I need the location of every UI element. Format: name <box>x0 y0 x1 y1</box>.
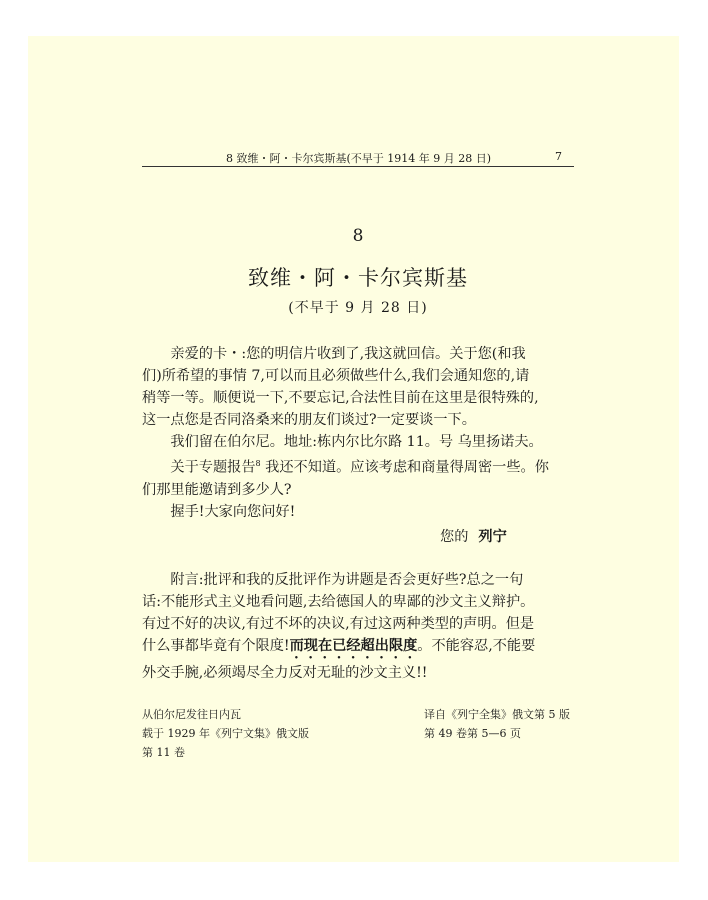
footer-source <box>142 705 309 762</box>
paragraph-line: 外交手腕,必须竭尽全力反对无耻的沙文主义!! <box>142 665 428 681</box>
paragraph-line: 这一点您是否同洛桑来的朋友们谈过?一定要谈一下。 <box>142 412 476 428</box>
greeting: 握手!大家向您问好! <box>170 503 296 520</box>
paragraph-line: 们)所希望的事情 7,可以而且必须做些什么,我们会通知您的,请 <box>142 368 530 384</box>
postscript <box>142 569 576 684</box>
text-fragment: 什么事都毕竟有个限度! <box>142 638 290 654</box>
footer-line: 载于 1929 年《列宁文集》俄文版 <box>142 727 309 740</box>
footnote-ref: 8 <box>255 459 261 468</box>
page-number: 7 <box>555 150 562 163</box>
signature-name: 列宁 <box>478 529 507 545</box>
address-paragraph: 我们留在伯尔尼。地址:栋内尔比尔路 11。号 乌里扬诺夫。 <box>170 434 543 450</box>
emphasized-text: 而现在已经超出限度 <box>289 638 418 654</box>
text-fragment: 。不能容忍,不能要 <box>417 638 536 654</box>
letter-title: 致维・阿・卡尔宾斯基 <box>248 266 468 290</box>
running-head-title: 8 致维・阿・卡尔宾斯基(不早于 1914 年 9 月 28 日) <box>226 152 492 165</box>
paragraph-line: 附言:批评和我的反批评作为讲题是否会更好些?总之一句 <box>170 572 524 588</box>
footer-line: 第 11 卷 <box>142 746 185 759</box>
paragraph-line: 话:不能形式主义地看问题,去给德国人的卑鄙的沙文主义辩护。 <box>142 594 535 610</box>
footer-line: 第 49 卷第 5—6 页 <box>424 727 521 740</box>
paragraph-line <box>142 635 576 662</box>
paragraph-line: 们那里能邀请到多少人? <box>142 481 292 498</box>
signature-prefix: 您的 <box>440 529 469 545</box>
letter-number: 8 <box>352 226 364 246</box>
footer-line: 从伯尔尼发往日内瓦 <box>142 708 241 721</box>
letter-body <box>142 343 576 523</box>
running-head <box>142 148 574 167</box>
paragraph-line: 有过不好的决议,有过不坏的决议,有过这两种类型的声明。但是 <box>142 616 535 632</box>
text-fragment: 关于专题报告 <box>170 459 256 476</box>
paragraph-line <box>142 453 576 479</box>
letter-date: (不早于 9 月 28 日) <box>288 300 428 316</box>
text-fragment: 我还不知道。应该考虑和商量得周密一些。你 <box>260 459 549 476</box>
paragraph-line: 亲爱的卡・:您的明信片收到了,我这就回信。关于您(和我 <box>170 346 526 362</box>
paragraph-line: 稍等一等。顺便说一下,不要忘记,合法性目前在这里是很特殊的, <box>142 390 539 406</box>
footer-line: 译自《列宁全集》俄文第 5 版 <box>424 708 570 721</box>
footer-translation <box>424 705 570 743</box>
signature <box>440 526 507 546</box>
